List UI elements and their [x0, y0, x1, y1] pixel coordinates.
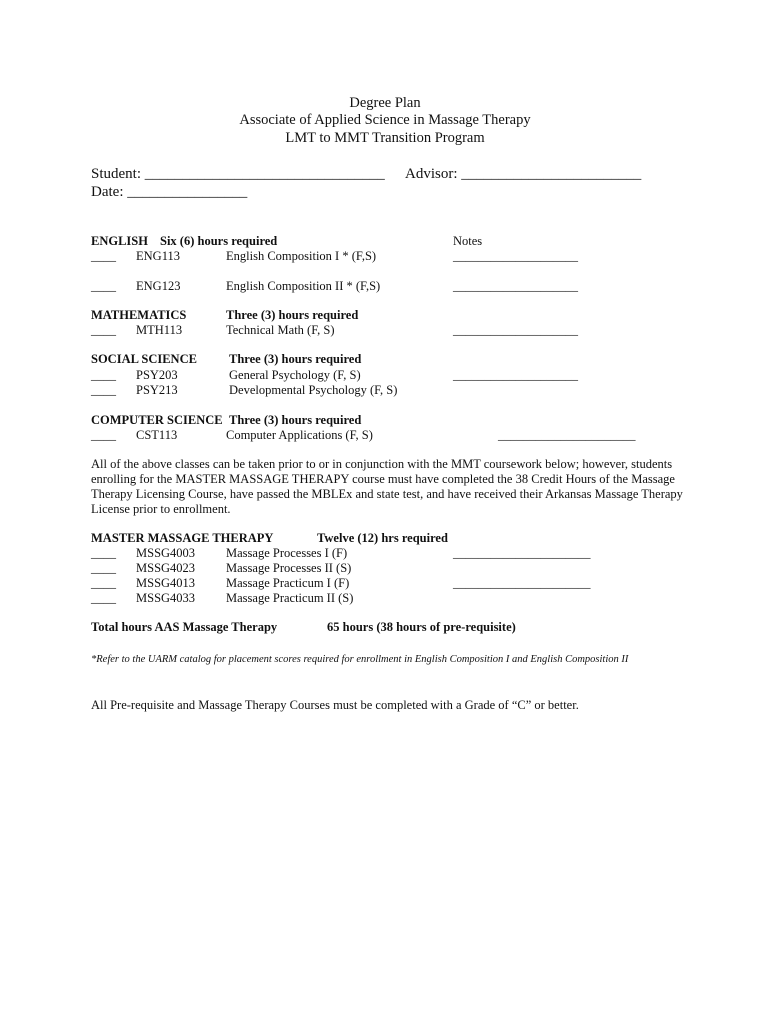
program-name: LMT to MMT Transition Program: [285, 130, 485, 146]
total-hours-label: Total hours AAS Massage Therapy: [91, 620, 278, 634]
course-title: Technical Math (F, S): [226, 323, 335, 337]
course-title: English Composition II * (F,S): [226, 279, 381, 293]
advisor-field[interactable]: Advisor: ________________________: [405, 166, 642, 182]
computer-science-requirement: Three (3) hours required: [229, 413, 362, 427]
course-code: PSY213: [136, 383, 178, 397]
course-code: CST113: [136, 428, 178, 442]
course-code: MSSG4023: [136, 561, 196, 575]
course-code: MSSG4033: [136, 591, 196, 605]
notes-line[interactable]: ______________________: [453, 576, 591, 590]
document-title: Degree Plan: [349, 95, 421, 111]
check-blank[interactable]: ____: [91, 546, 116, 560]
total-hours-value: 65 hours (38 hours of pre-requisite): [327, 620, 516, 634]
course-title: General Psychology (F, S): [229, 368, 361, 382]
course-title: Developmental Psychology (F, S): [229, 383, 398, 397]
check-blank[interactable]: ____: [91, 383, 116, 397]
grade-requirement-note: All Pre-requisite and Massage Therapy Courses must be completed with a Grade of “C” or better.: [91, 698, 579, 712]
course-title: Massage Processes II (S): [226, 561, 352, 575]
course-title: Computer Applications (F, S): [226, 428, 373, 442]
check-blank[interactable]: ____: [91, 428, 116, 442]
social-science-heading: SOCIAL SCIENCE: [91, 352, 197, 366]
check-blank[interactable]: ____: [91, 576, 116, 590]
notes-label: Notes: [453, 234, 483, 248]
check-blank[interactable]: ____: [91, 279, 116, 293]
check-blank[interactable]: ____: [91, 561, 116, 575]
check-blank[interactable]: ____: [91, 249, 116, 263]
footnote: *Refer to the UARM catalog for placement scores required for enrollment in English Composition I and English Composition II: [91, 654, 629, 665]
course-code: ENG123: [136, 279, 181, 293]
notes-line[interactable]: ______________________: [453, 546, 591, 560]
math-heading: MATHEMATICS: [91, 308, 187, 322]
math-requirement: Three (3) hours required: [226, 308, 359, 322]
course-title: Massage Processes I (F): [226, 546, 348, 560]
course-code: MTH113: [136, 323, 183, 337]
course-code: MSSG4003: [136, 546, 196, 560]
english-heading: ENGLISH: [91, 234, 148, 248]
social-science-requirement: Three (3) hours required: [229, 352, 362, 366]
course-code: MSSG4013: [136, 576, 196, 590]
notes-line[interactable]: ____________________: [453, 279, 578, 293]
student-field[interactable]: Student: ________________________________: [91, 166, 385, 182]
course-title: Massage Practicum I (F): [226, 576, 350, 590]
degree-name: Associate of Applied Science in Massage Therapy: [239, 112, 531, 128]
prerequisite-paragraph: All of the above classes can be taken prior to or in conjunction with the MMT coursework below; however, students enrolling for the MASTER MASSAGE THERAPY course must have completed the 38 Credit Hours of the Massage Therapy Licensing Course, have passed the MBLEx and state test, and have received their Arkansas Massage Therapy License prior to enrollment.: [91, 457, 683, 516]
mmt-requirement: Twelve (12) hrs required: [317, 531, 448, 545]
course-code: ENG113: [136, 249, 180, 263]
date-field[interactable]: Date: ________________: [91, 184, 248, 200]
check-blank[interactable]: ____: [91, 323, 116, 337]
notes-line[interactable]: ____________________: [453, 323, 578, 337]
mmt-heading: MASTER MASSAGE THERAPY: [91, 531, 274, 545]
computer-science-heading: COMPUTER SCIENCE: [91, 413, 223, 427]
english-requirement: Six (6) hours required: [160, 234, 278, 248]
course-title: English Composition I * (F,S): [226, 249, 377, 263]
notes-line[interactable]: ____________________: [453, 249, 578, 263]
course-code: PSY203: [136, 368, 178, 382]
notes-line[interactable]: ______________________: [498, 428, 636, 442]
notes-line[interactable]: ____________________: [453, 368, 578, 382]
check-blank[interactable]: ____: [91, 368, 116, 382]
check-blank[interactable]: ____: [91, 591, 116, 605]
course-title: Massage Practicum II (S): [226, 591, 354, 605]
